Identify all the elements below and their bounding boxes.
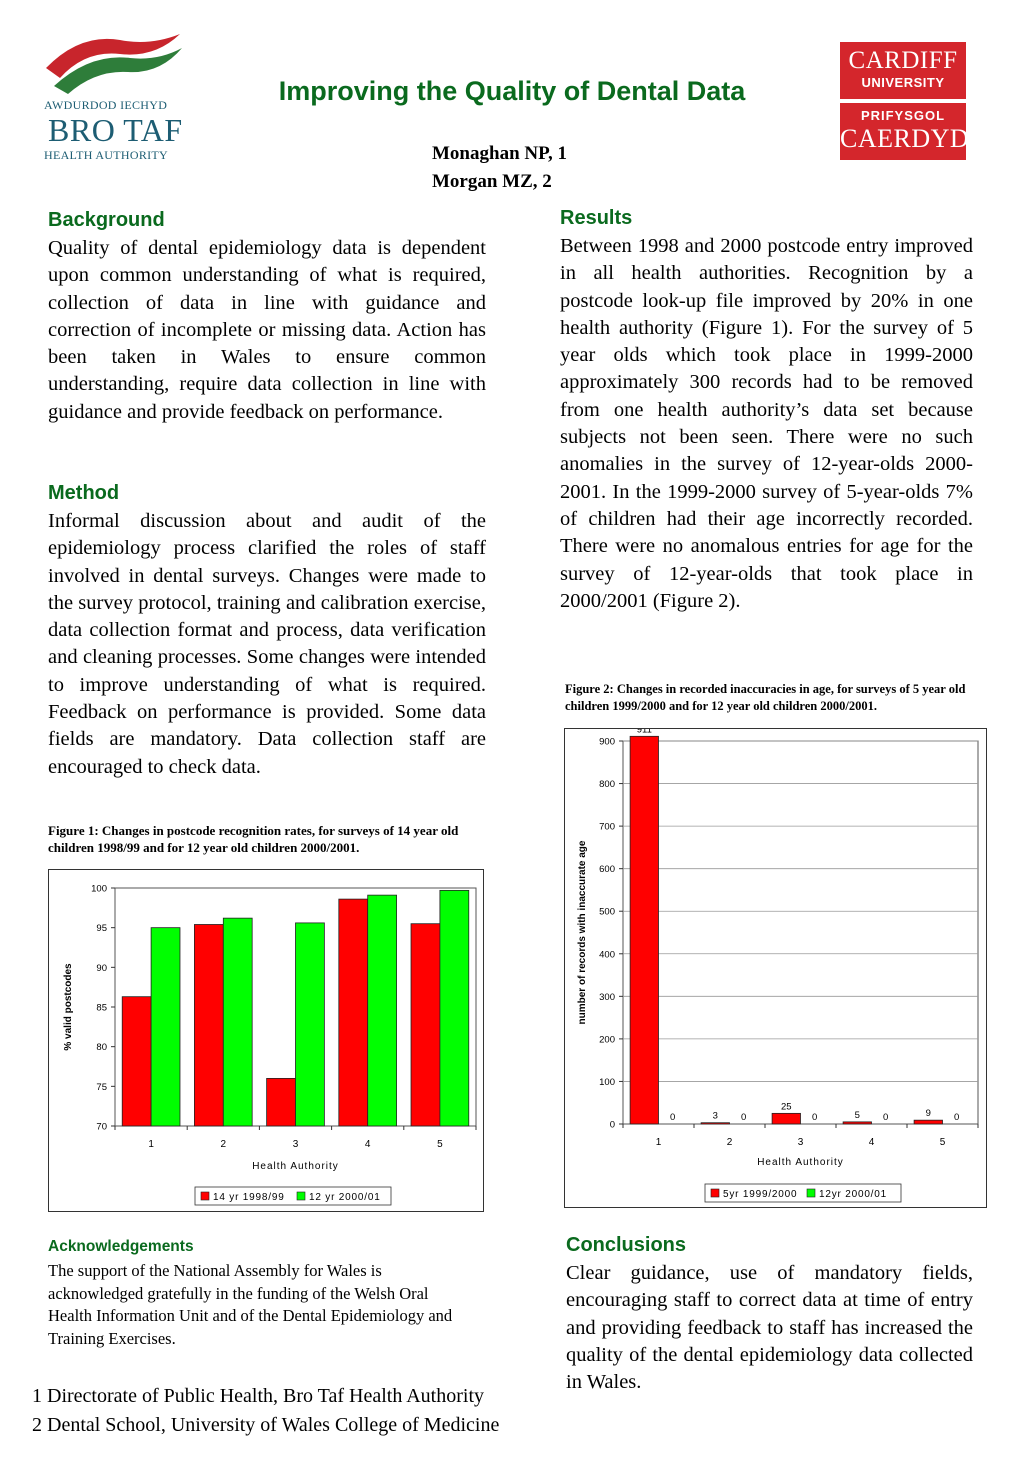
figure-2-svg <box>565 729 986 1207</box>
cardiff-logo-line-2: UNIVERSITY <box>861 75 945 90</box>
bar <box>339 899 368 1126</box>
x-tick-label: 1 <box>148 1139 154 1150</box>
bar <box>194 924 223 1126</box>
figure-1-chart <box>48 869 484 1212</box>
x-tick-label: 2 <box>726 1137 733 1148</box>
bar <box>411 924 440 1126</box>
author-2: Morgan MZ, 2 <box>432 171 552 192</box>
y-tick-label: 0 <box>609 1119 615 1131</box>
y-tick-label: 200 <box>599 1034 615 1046</box>
conclusions-heading: Conclusions <box>566 1234 687 1256</box>
y-axis-label: number of records with inaccurate age <box>577 840 588 1025</box>
data-label: 5 <box>854 1109 860 1121</box>
logo-line-3: HEALTH AUTHORITY <box>44 148 169 162</box>
legend-swatch <box>711 1189 719 1197</box>
bar <box>701 1123 729 1124</box>
y-tick-label: 80 <box>96 1042 107 1054</box>
background-text: Quality of dental epidemiology data is dependent upon common understanding of what is required, collection of data in line with guidance and correction of incomplete or missing data. Action has been taken in Wales to ensure common understanding, require data collection in line with guidance and provide feedback on performance. <box>48 237 486 423</box>
data-label: 0 <box>812 1112 818 1123</box>
y-tick-label: 100 <box>91 883 107 895</box>
y-tick-label: 100 <box>599 1076 615 1088</box>
bar <box>122 997 151 1126</box>
x-tick-label: 3 <box>292 1139 299 1150</box>
data-label: 0 <box>883 1112 889 1123</box>
bar <box>151 928 180 1126</box>
x-tick-label: 4 <box>868 1137 875 1148</box>
y-tick-label: 400 <box>599 949 615 961</box>
cardiff-logo-line-3: PRIFYSGOL <box>860 108 946 123</box>
y-tick-label: 95 <box>96 923 107 935</box>
figure-1-svg <box>49 870 483 1211</box>
bar <box>267 1078 296 1126</box>
legend-label: 5yr 1999/2000 <box>723 1189 798 1200</box>
acknowledgements-text: The support of the National Assembly for Wales is acknowledged gratefully in the funding of the Welsh Oral Health Information Unit and of the Dental Epidemiology and Training Exercises. <box>48 1261 453 1348</box>
plot-area <box>623 741 978 1124</box>
y-tick-label: 700 <box>599 821 615 833</box>
authors <box>432 140 567 196</box>
x-tick-label: 5 <box>939 1137 946 1148</box>
legend-swatch <box>807 1189 815 1197</box>
poster-title: Improving the Quality of Dental Data <box>278 76 746 106</box>
figure-2-caption: Figure 2: Changes in recorded inaccuracies in age, for surveys of 5 year old children 1999/2000 and for 12 year old children 2000/2001. <box>565 682 966 713</box>
cardiff-logo-line-4: CAERDYDD <box>840 124 989 153</box>
x-axis-label: Health Authority <box>252 1161 339 1172</box>
conclusions-text: Clear guidance, use of mandatory fields, encouraging staff to correct data at time of entry and providing feedback to staff has increased the quality of the dental epidemiology data collected in Wales. <box>566 1262 973 1394</box>
legend-swatch <box>297 1192 305 1200</box>
bar <box>914 1120 942 1124</box>
method-heading: Method <box>48 482 120 504</box>
y-tick-label: 300 <box>599 991 615 1003</box>
author-1: Monaghan NP, 1 <box>432 143 567 164</box>
y-tick-label: 90 <box>96 962 107 974</box>
data-label: 0 <box>670 1112 676 1123</box>
legend-label: 14 yr 1998/99 <box>213 1192 285 1203</box>
results-text: Between 1998 and 2000 postcode entry improved in all health authorities. Recognition by a postcode look-up file improved by 20% in one health authority (Figure 1). For the survey of 5 year olds which took place in 1999-2000 approximately 300 records had to be removed from one health authority’s data set because subjects not been seen. There were no such anomalies in the survey of 12-year-olds 2000-2001. In the 1999-2000 survey of 5-year-olds 7% of children had their age incorrectly recorded. There were no anomalous entries for age for the survey of 12-year-olds that took place in 2000/2001 (Figure 2). <box>560 235 973 612</box>
footnote-2: 2 Dental School, University of Wales College of Medicine <box>32 1414 500 1436</box>
y-tick-label: 85 <box>96 1002 107 1014</box>
bar <box>843 1122 871 1124</box>
y-tick-label: 500 <box>599 906 615 918</box>
cardiff-logo-line-1: CARDIFF <box>848 47 958 74</box>
legend-label: 12yr 2000/01 <box>819 1189 887 1200</box>
y-tick-label: 600 <box>599 864 615 876</box>
bar <box>223 918 252 1126</box>
legend-label: 12 yr 2000/01 <box>309 1192 381 1203</box>
y-tick-label: 900 <box>599 736 615 748</box>
x-axis-label: Health Authority <box>757 1157 844 1168</box>
bar <box>440 890 469 1126</box>
y-tick-label: 75 <box>96 1081 107 1093</box>
x-tick-label: 5 <box>437 1139 443 1150</box>
bar <box>772 1113 800 1124</box>
y-axis-label: % valid postcodes <box>63 963 74 1051</box>
x-tick-label: 1 <box>655 1137 662 1148</box>
footnote-1: 1 Directorate of Public Health, Bro Taf Health Authority <box>32 1385 485 1407</box>
background-heading: Background <box>48 209 165 231</box>
x-tick-label: 3 <box>797 1137 804 1148</box>
method-text: Informal discussion about and audit of the epidemiology process clarified the roles of staff involved in dental surveys. Changes were made to the survey protocol, training and calibration exercise, data collection format and process, data verification and cleaning processes. Some changes were intended to improve understanding of what is required. Feedback on performance is provided. Some data fields are mandatory. Data collection staff are encouraged to check data. <box>48 510 486 778</box>
logo-line-2: BRO TAF <box>48 112 183 148</box>
figure-2-chart <box>564 728 987 1208</box>
data-label: 0 <box>954 1112 960 1123</box>
y-tick-label: 800 <box>599 779 615 791</box>
data-label: 911 <box>636 729 652 736</box>
acknowledgements-heading: Acknowledgements <box>48 1238 194 1255</box>
figure-1-caption: Figure 1: Changes in postcode recognition rates, for surveys of 14 year old children 1998/99 and for 12 year old children 2000/2001. <box>48 823 459 855</box>
bar <box>630 736 658 1124</box>
logo-line-1: AWDURDOD IECHYD <box>44 98 168 112</box>
x-tick-label: 2 <box>220 1139 227 1150</box>
x-tick-label: 4 <box>364 1139 371 1150</box>
data-label: 0 <box>741 1112 747 1123</box>
bar <box>368 895 397 1126</box>
results-heading: Results <box>560 207 633 229</box>
data-label: 3 <box>712 1110 718 1122</box>
data-label: 9 <box>925 1108 931 1120</box>
bar <box>296 923 325 1126</box>
legend-swatch <box>201 1192 209 1200</box>
y-tick-label: 70 <box>96 1121 107 1133</box>
data-label: 25 <box>781 1101 792 1113</box>
